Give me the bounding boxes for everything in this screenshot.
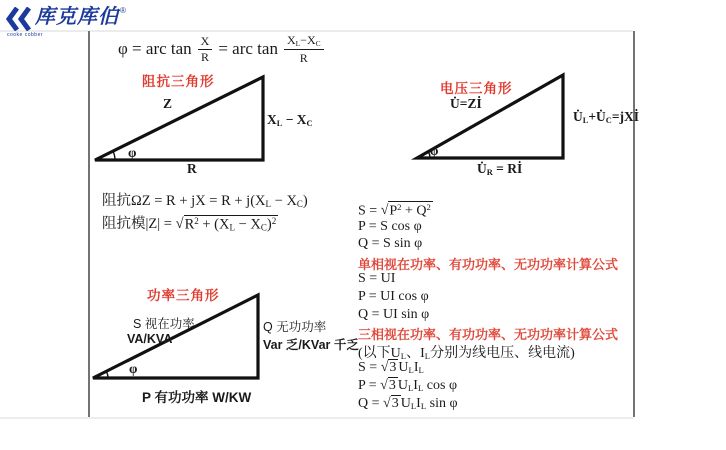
impedance-formula: 阻抗ΩZ = R + jX = $R + j(X_L - X_C)$ — [102, 193, 308, 210]
three-phase-note: (以下$U_L$、$I_L$分别为线电压、线电流) — [358, 345, 575, 361]
formula-apparent-power: $S = √P^2 + Q^2$ — [358, 202, 431, 219]
impedance-base-label: R — [187, 161, 197, 176]
power-formula-list — [358, 201, 618, 412]
power-angle-label: φ — [129, 361, 138, 376]
fraction-xl-xc-over-r: $\frac{X_L-X_C}{R}$ — [284, 33, 324, 65]
voltage-triangle-heading: 电压三角形 — [440, 81, 513, 96]
three-phase-heading: 三相视在功率、有功功率、无功功率计算公式 — [358, 327, 619, 343]
rule-bottom — [0, 417, 633, 419]
active-power-label: P 有功功率 W/KW — [142, 390, 252, 405]
voltage-base-label: $U̇_R$ = Rİ — [477, 161, 523, 178]
voltage-vertical-label: $U̇_L+U̇_C=jXİ$ — [573, 109, 640, 126]
apparent-power-unit-label: VA/KVA — [127, 332, 173, 346]
power-triangle-heading: 功率三角形 — [147, 288, 220, 303]
formula-three-phase-s: S = √3 $U_LI_L$ — [358, 360, 424, 376]
brand-tagline: cooke cobber — [7, 32, 44, 38]
power-triangle-shape — [88, 292, 264, 382]
formula-active-power: P = S cos φ — [358, 218, 422, 234]
voltage-angle-label: φ — [430, 143, 439, 158]
formula-single-phase-s: S = UI — [358, 271, 396, 287]
impedance-triangle-shape — [90, 71, 270, 166]
formula-mid: = arc tan — [218, 39, 278, 59]
impedance-triangle-heading: 阻抗三角形 — [142, 74, 215, 89]
formula-single-phase-q: Q = UI sin φ — [358, 306, 430, 322]
brand-name: 库克库伯 — [35, 6, 119, 28]
voltage-hypotenuse-label: U̇=Zİ — [450, 96, 482, 111]
registered-trademark-icon: ® — [120, 6, 126, 15]
reactive-power-label: Q 无功功率 — [263, 320, 327, 334]
formula-three-phase-q: Q = √3 $U_LI_L$ sin φ — [358, 395, 458, 411]
fraction-x-over-r: $\frac{X}{R}$ — [198, 34, 213, 65]
formula-three-phase-p: P = √3 $U_LI_L$ cos φ — [358, 377, 458, 394]
brand-logo — [6, 7, 126, 38]
formula-lhs: φ = arc tan — [118, 39, 192, 59]
impedance-angle-label: φ — [128, 145, 137, 160]
formula-reactive-power: Q = S sin φ — [358, 236, 423, 252]
impedance-hypotenuse-label: Z — [163, 96, 173, 111]
impedance-vertical-label: $X_L - X_C$ — [267, 112, 313, 129]
rule-right — [633, 31, 635, 417]
reactive-power-unit-label: Var 乏/KVar 千乏 — [263, 338, 359, 352]
impedance-modulus-formula: 阻抗模$|Z| = √R^2 + (X_L - X_C)^2$ — [102, 215, 277, 233]
phase-angle-formula — [118, 33, 324, 65]
single-phase-heading: 单相视在功率、有功功率、无功功率计算公式 — [358, 256, 619, 272]
formula-single-phase-p: P = UI cos φ — [358, 288, 429, 304]
apparent-power-label: S 视在功率 — [133, 317, 195, 331]
brand-chevrons-icon — [6, 7, 32, 31]
